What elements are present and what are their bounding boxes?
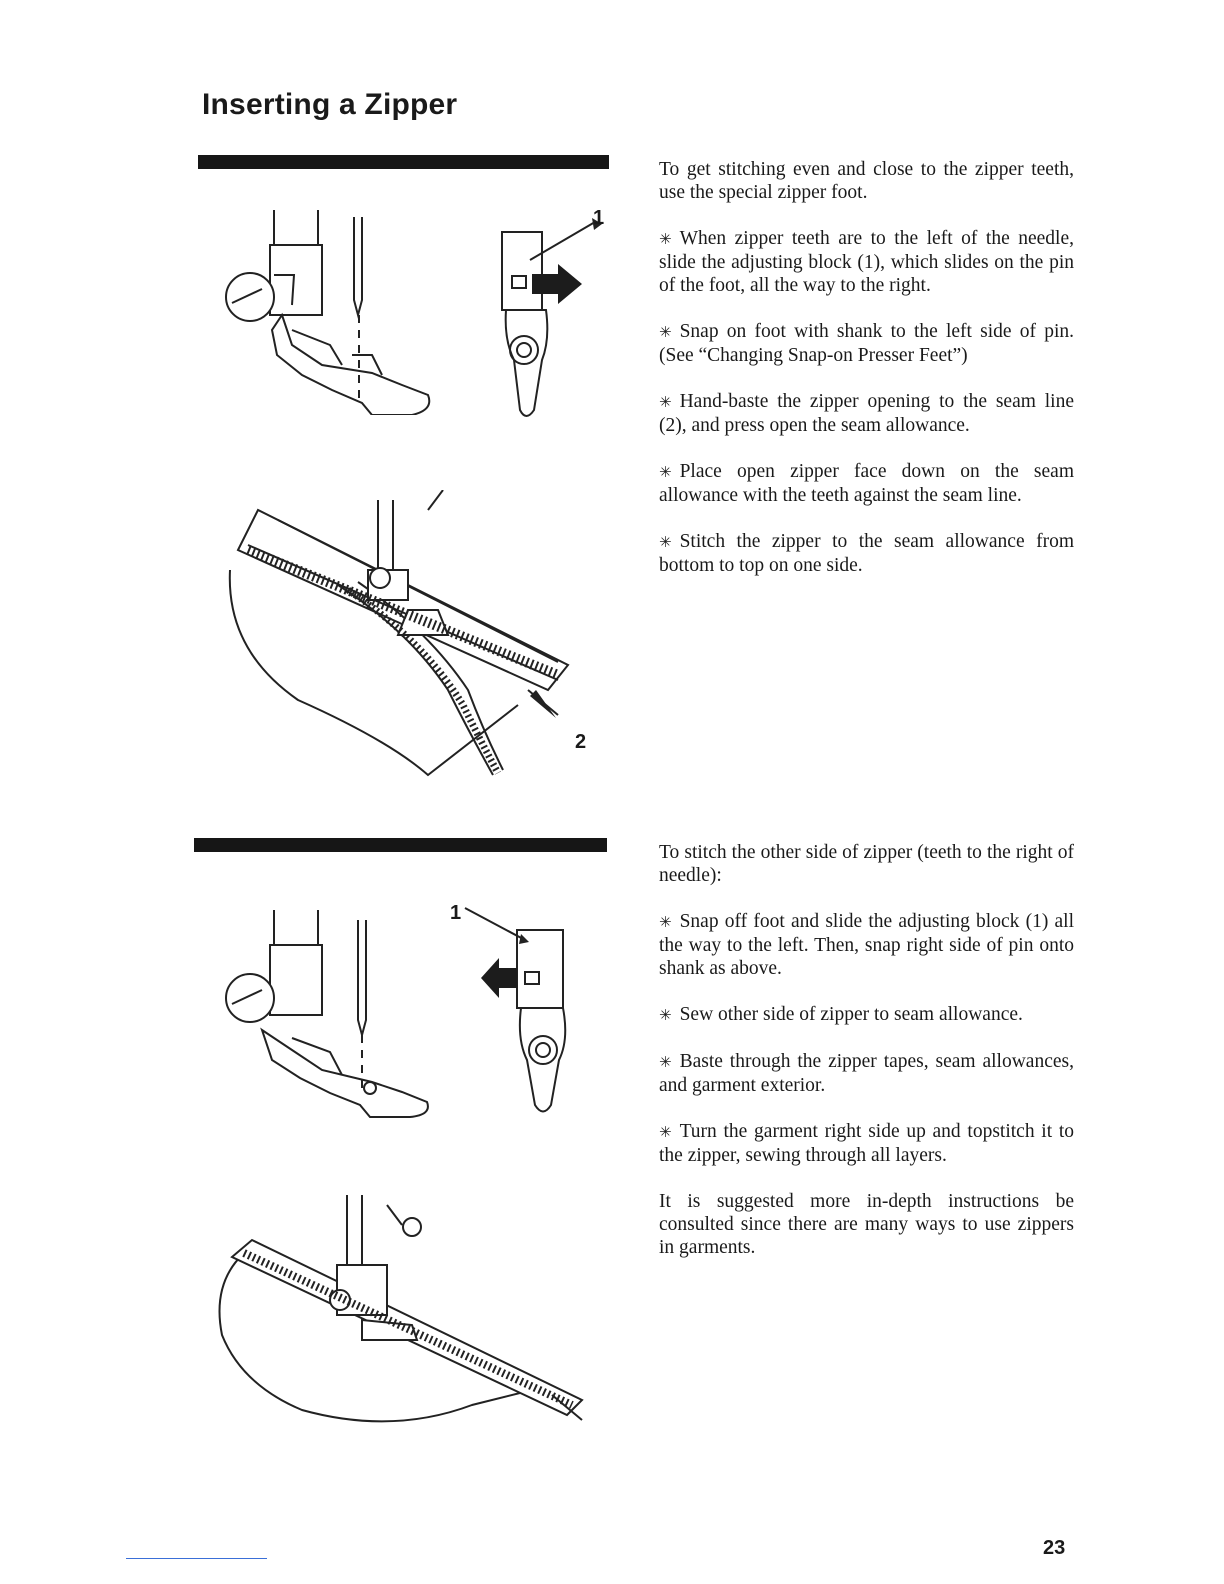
bullet-star-icon: ✳ [659, 1053, 672, 1071]
instruction-step [659, 910, 1074, 980]
instructions-section-1 [659, 158, 1074, 600]
zipper-stitching-illustration [218, 490, 588, 790]
instruction-step [659, 390, 1074, 437]
step-text: Stitch the zipper to the seam allowance from bottom to top on one side. [659, 531, 1074, 576]
zipper-foot-illustration [455, 900, 595, 1120]
section-divider-bar [194, 838, 607, 852]
bullet-star-icon: ✳ [659, 913, 672, 931]
bullet-star-icon: ✳ [659, 323, 672, 341]
callout-number-1: 1 [450, 902, 462, 924]
bullet-star-icon: ✳ [659, 1123, 672, 1141]
step-text: Snap off foot and slide the adjusting block (1) all the way to the left. Then, snap right side of pin onto shank as above. [659, 911, 1074, 979]
closing-paragraph: It is suggested more in-depth instructions be consulted since there are many ways to use zippers in garments. [659, 1191, 1074, 1258]
instruction-step [659, 1120, 1074, 1167]
section-divider-bar [198, 155, 609, 169]
instructions-section-2 [659, 841, 1074, 1282]
instruction-step [659, 460, 1074, 507]
step-text: Hand-baste the zipper opening to the seam line (2), and press open the seam allowance. [659, 391, 1074, 436]
bullet-star-icon: ✳ [659, 393, 672, 411]
step-text: Snap on foot with shank to the left side of pin. (See “Changing Snap-on Presser Feet”) [659, 321, 1074, 366]
page-number: 23 [1043, 1537, 1066, 1559]
bullet-star-icon: ✳ [659, 533, 672, 551]
instruction-step [659, 530, 1074, 577]
presser-foot-illustration [222, 910, 442, 1120]
callout-number-1: 1 [593, 207, 605, 229]
step-text: When zipper teeth are to the left of the needle, slide the adjusting block (1), which slides on the pin of the foot, all the way to the right. [659, 228, 1074, 296]
instruction-step [659, 227, 1074, 297]
instruction-step [659, 1003, 1074, 1027]
callout-number-2: 2 [575, 731, 587, 753]
step-text: Sew other side of zipper to seam allowance. [679, 1004, 1023, 1025]
topstitching-illustration [212, 1195, 592, 1435]
instruction-step [659, 320, 1074, 367]
bullet-star-icon: ✳ [659, 463, 672, 481]
footer-rule [126, 1558, 267, 1559]
step-text: Turn the garment right side up and topstitch it to the zipper, sewing through all layers. [659, 1121, 1074, 1166]
bullet-star-icon: ✳ [659, 230, 672, 248]
intro-paragraph: To get stitching even and close to the zipper teeth, use the special zipper foot. [659, 159, 1074, 203]
step-text: Place open zipper face down on the seam allowance with the teeth against the seam line. [659, 461, 1074, 506]
zipper-foot-illustration [490, 210, 620, 420]
page-title: Inserting a Zipper [202, 88, 458, 121]
step-text: Baste through the zipper tapes, seam allowances, and garment exterior. [659, 1051, 1074, 1096]
presser-foot-illustration [222, 205, 442, 415]
intro-paragraph: To stitch the other side of zipper (teeth to the right of needle): [659, 842, 1074, 886]
instruction-step [659, 1050, 1074, 1097]
bullet-star-icon: ✳ [659, 1006, 672, 1024]
